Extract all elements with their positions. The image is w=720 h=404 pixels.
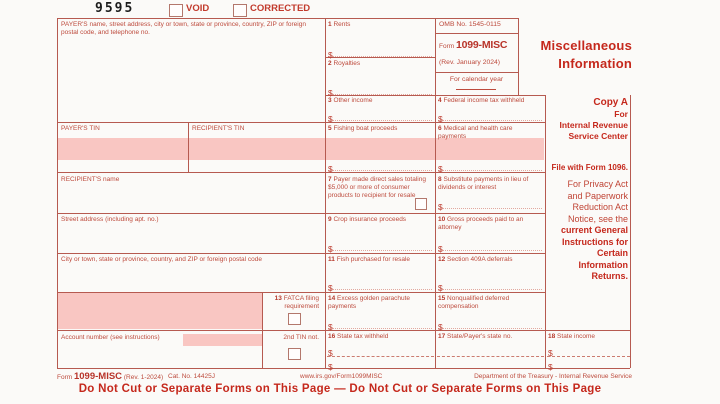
rule [630,95,631,368]
rule [57,18,58,368]
box18-label: 18 State income [548,333,595,340]
box10-amount-field[interactable]: $ [438,239,542,251]
form-title: Miscellaneous Information [540,38,632,71]
box4-label: 4 Federal income tax withheld [438,97,525,104]
box10-label: 10 Gross proceeds paid to an attorney [438,216,524,231]
rule [57,292,545,293]
recipient-tin-label: RECIPIENT'S TIN [192,125,245,132]
form-number-block: Form 1099-MISC [439,39,508,51]
box9-amount-field[interactable]: $ [328,239,432,251]
omb-number: OMB No. 1545-0115 [439,21,501,28]
calendar-year-blank[interactable] [456,89,496,90]
box15-amount-field[interactable]: $ [438,317,542,329]
void-label: VOID [186,3,210,14]
void-checkbox[interactable] [169,4,183,17]
box8-amount-field[interactable]: $ [438,197,542,209]
rule [57,253,545,254]
box7-checkbox[interactable] [415,198,427,210]
box14-amount-field[interactable]: $ [328,317,432,329]
box16-amount-field-row1[interactable]: $ [328,348,333,358]
box5-amount-field[interactable]: $ [328,159,432,171]
box14-label: 14 Excess golden parachute payments [328,295,411,310]
box15-label: 15 Nonqualified deferred compensation [438,295,510,310]
footer-department: Department of the Treasury - Internal Revenue Service [474,373,632,380]
form-revision: (Rev. January 2024) [439,59,501,66]
shaded-block [58,293,262,329]
box18-amount-field-row1[interactable]: $ [548,348,553,358]
payer-tin-label: PAYER'S TIN [61,125,100,132]
box1-label: 1 Rents [328,21,351,28]
corrected-checkbox[interactable] [233,4,247,17]
box16-label: 16 State tax withheld [328,333,389,340]
do-not-cut-notice: Do Not Cut or Separate Forms on This Page — Do Not Cut or Separate Forms on This Page [78,383,602,395]
rule [325,57,435,58]
rule [57,18,518,19]
file-with-1096: File with Form 1096. [551,163,628,172]
box7-label: 7 Payer made direct sales totaling $5,000 or more of consumer products to recipient for resale [328,176,426,199]
box13-fatca-checkbox[interactable] [288,313,301,325]
box8-label: 8 Substitute payments in lieu of dividends or interest [438,176,529,191]
footer-url: www.irs.gov/Form1099MISC [300,373,383,380]
box3-label: 3 Other income [328,97,373,104]
box3-amount-field[interactable]: $ [328,109,432,121]
rule [188,122,189,172]
box2-amount-field[interactable]: $ [328,83,432,95]
rule [57,122,545,123]
box5-label: 5 Fishing boat proceeds [328,125,398,132]
rule [57,368,630,369]
box17-row-divider [437,356,544,357]
rule [435,18,436,368]
print-code: 9595 [95,1,135,16]
corrected-label: CORRECTED [250,3,311,14]
footer-form-id: Form 1099-MISC (Rev. 1-2024) [57,371,164,382]
box6-amount-field[interactable]: $ [438,159,542,171]
box2-label: 2 Royalties [328,60,361,67]
box18-row-divider [547,356,630,357]
box16-amount-field-row2[interactable]: $ [328,362,333,372]
box6-label: 6 Medical and health care payments [438,125,513,140]
tin-entry-band[interactable] [58,138,544,160]
calendar-year-label: For calendar year [449,76,504,83]
street-address-label: Street address (including apt. no.) [61,216,159,223]
box17-label: 17 State/Payer's state no. [438,333,513,340]
box12-label: 12 Section 409A deferrals [438,256,513,263]
second-tin-label: 2nd TIN not. [283,334,319,341]
copy-a-block: Copy A For Internal Revenue Service Center [559,97,628,141]
privacy-notice: For Privacy Act and Paperwork Reduction Act Notice, see the current General Instructions for Certain Information Returns. [560,179,628,281]
box18-amount-field-row2[interactable]: $ [548,362,553,372]
recipient-name-label: RECIPIENT'S name [61,176,120,183]
box13-label: 13 FATCA filing requirement [274,295,319,310]
rule [57,213,545,214]
second-tin-checkbox[interactable] [288,348,301,360]
box9-label: 9 Crop insurance proceeds [328,216,407,223]
city-label: City or town, state or province, country, and ZIP or foreign postal code [61,256,262,263]
box16-row-divider [327,356,434,357]
account-number-label: Account number (see instructions) [61,334,160,341]
rule [435,33,518,34]
rule [262,292,263,368]
payer-name-label: PAYER'S name, street address, city or town, state or province, country, ZIP or foreign postal code, and telephone no. [61,21,306,36]
account-entry-band[interactable] [183,334,262,346]
rule [57,172,545,173]
box11-label: 11 Fish purchased for resale [328,256,411,263]
box12-amount-field[interactable]: $ [438,278,542,290]
rule [325,18,326,368]
box1-amount-field[interactable]: $ [328,45,432,57]
box4-amount-field[interactable]: $ [438,109,542,121]
footer-cat-no: Cat. No. 14425J [168,373,215,380]
box11-amount-field[interactable]: $ [328,278,432,290]
